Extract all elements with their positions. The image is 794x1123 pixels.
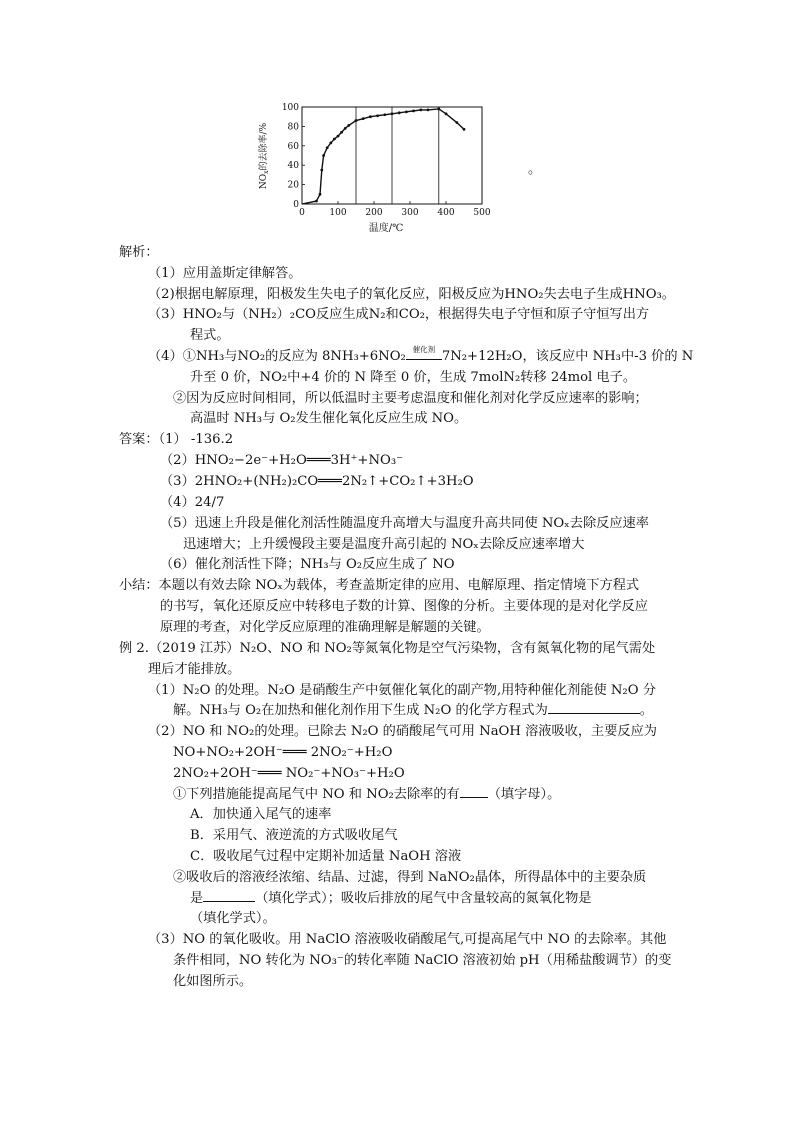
question-1-end: （填字母）。	[487, 787, 561, 802]
option-c: C．吸收尾气过程中定期补加适量 NaOH 溶液	[190, 849, 462, 864]
x-tick-label: 200	[365, 208, 383, 218]
answer-4: （4）24/7	[160, 495, 225, 510]
part-1b-end: 。	[639, 703, 653, 718]
question-2a: ②吸收后的溶液经浓缩、结晶、过滤，得到 NaNO₂晶体，所得晶体中的主要杂质	[173, 870, 647, 885]
y-tick-label: 0	[293, 200, 299, 210]
answer-3: （3）2HNO₂+(NH₂)₂CO═══2N₂↑+CO₂↑+3H₂O	[160, 474, 474, 489]
analysis-line-3b: 程式。	[190, 328, 230, 343]
data-point	[355, 119, 358, 122]
data-point	[463, 128, 466, 131]
catalyst-arrow	[406, 347, 442, 367]
x-tick-label: 300	[401, 208, 419, 218]
part-1b-text: 解。NH₃与 O₂在加热和催化剂作用下生成 N₂O 的化学方程式为	[173, 703, 548, 718]
data-point	[405, 110, 408, 113]
part-1a: （1）N₂O 的处理。N₂O 是硝酸生产中氨催化氧化的副产物,用特种催化剂能使 N₂O 分	[148, 683, 656, 698]
y-tick-label: 20	[287, 180, 299, 191]
data-point	[455, 121, 458, 124]
data-point	[419, 109, 422, 112]
data-point	[315, 200, 318, 203]
y-axis-label	[258, 122, 270, 189]
catalyst-label: 催化剂	[412, 345, 436, 354]
y-tick-label: 40	[287, 161, 299, 172]
y-axis-label-rest: 的去除率/%	[259, 122, 269, 171]
answer-5a: （5）迅速上升段是催化剂活性随温度升高增大与温度升高共同使 NOₓ去除反应速率	[160, 516, 649, 531]
data-point	[391, 112, 394, 115]
data-point	[376, 114, 379, 117]
answer-5b: 迅速增大；上升缓慢段主要是温度升高引起的 NOₓ去除反应速率增大	[183, 537, 585, 552]
data-point	[322, 154, 325, 157]
data-point	[383, 113, 386, 116]
example-line-2: 理后才能排放。	[148, 662, 241, 677]
removal-rate-chart	[258, 100, 498, 235]
answer-2: （2）HNO₂−2e⁻+H₂O═══3H⁺+NO₃⁻	[160, 453, 404, 468]
data-point	[326, 146, 329, 149]
data-point	[362, 117, 365, 120]
option-b: B．采用气、液逆流的方式吸收尾气	[190, 828, 398, 843]
analysis-title: 解析：	[119, 245, 159, 260]
data-point	[369, 115, 372, 118]
data-point	[412, 109, 415, 112]
answer-1: 答案：（1） -136.2	[119, 432, 234, 447]
answer-blank-3[interactable]	[203, 889, 255, 902]
analysis-line-1: （1）应用盖斯定律解答。	[148, 266, 302, 281]
series-line	[302, 109, 464, 204]
summary-3: 原理的考查，对化学反应原理的准确理解是解题的关键。	[160, 620, 490, 635]
chart-svg	[258, 100, 498, 235]
analysis-line-3a: （3）HNO₂与（NH₂）₂CO反应生成N₂和CO₂，根据得失电子守恒和原子守恒写出方	[148, 307, 650, 322]
analysis-line-5b: 高温时 NH₃与 O₂发生催化氧化反应生成 NO。	[190, 411, 468, 426]
data-point	[329, 141, 332, 144]
y-tick-label: 80	[287, 122, 299, 133]
equation-1: NO+NO₂+2OH⁻═══ 2NO₂⁻+H₂O	[173, 745, 393, 760]
analysis-line-4b: 升至 0 价，NO₂中+4 价的 N 降至 0 价，生成 7molN₂转移 24mol 电子。	[190, 370, 637, 385]
question-1	[173, 785, 560, 805]
analysis-line-5a: ②因为反应时间相同，所以低温时主要考虑温度和催化剂对化学反应速率的影响；	[173, 391, 648, 406]
y-axis-label-sub: x	[263, 170, 270, 174]
data-point	[347, 124, 350, 127]
data-point	[427, 109, 430, 112]
x-tick-label: 100	[329, 208, 347, 218]
answer-blank-1[interactable]	[548, 701, 640, 714]
question-2b-post: （填化学式）；吸收后排放的尾气中含量较高的氮氧化物是	[255, 891, 592, 906]
data-point	[337, 135, 340, 138]
question-1-text: ①下列措施能提高尾气中 NO 和 NO₂去除率的有	[173, 787, 460, 802]
x-tick-label: 500	[473, 208, 491, 218]
part-3b: 条件相同，NO 转化为 NO₃⁻的转化率随 NaClO 溶液初始 pH（用稀盐酸调节）的变	[173, 953, 672, 968]
data-point	[398, 111, 401, 114]
equation-2: 2NO₂+2OH⁻═══ NO₂⁻+NO₃⁻+H₂O	[173, 766, 405, 781]
part-1b	[173, 701, 653, 721]
question-2b-pre: 是	[190, 891, 204, 906]
question-2b	[190, 889, 591, 909]
question-2c: （填化学式）。	[190, 911, 276, 926]
y-tick-label: 100	[281, 103, 299, 113]
x-tick-label: 400	[437, 208, 455, 218]
data-point	[320, 169, 323, 172]
summary-1: 小结：本题以有效去除 NOₓ为载体，考查盖斯定律的应用、电解原理、指定情境下方程式	[119, 578, 640, 593]
analysis-line-4a	[148, 347, 693, 367]
analysis-line-2: （2)根据电解原理，阳极发生失电子的氧化反应，阳极反应为HNO₂失去电子生成HNO₃。	[148, 287, 675, 302]
analysis-l4-pre: （4）①NH₃与NO₂的反应为 8NH₃+6NO₂	[148, 349, 406, 364]
data-point	[340, 131, 343, 134]
part-3a: （3）NO 的氧化吸收。用 NaClO 溶液吸收硝酸尾气,可提高尾气中 NO 的去除率。其他	[148, 932, 667, 947]
data-point	[319, 193, 322, 196]
answer-6: （6）催化剂活性下降；NH₃与 O₂反应生成了 NO	[160, 557, 455, 572]
y-tick-label: 60	[287, 141, 299, 152]
example-line-1: 例 2.（2019 江苏）N₂O、NO 和 NO₂等氮氧化物是空气污染物，含有氮氧化物的尾气需处	[119, 641, 656, 656]
chart-trailing-mark: 。	[528, 162, 542, 177]
data-point	[437, 108, 440, 111]
answer-blank-2[interactable]	[460, 785, 488, 798]
x-axis-label: 温度/℃	[368, 223, 404, 234]
x-tick-label: 0	[299, 208, 305, 218]
analysis-l4-post: 7N₂+12H₂O，该反应中 NH₃中-3 价的 N	[441, 349, 694, 364]
option-a: A．加快通入尾气的速率	[190, 807, 332, 822]
data-point	[344, 127, 347, 130]
y-axis-label-main: NO	[259, 173, 269, 190]
data-point	[445, 112, 448, 115]
part-3c: 化如图所示。	[173, 974, 253, 989]
part-2a: （2）NO 和 NO₂的处理。已除去 N₂O 的硝酸尾气可用 NaOH 溶液吸收，主要反应为	[148, 724, 657, 739]
data-point	[333, 138, 336, 141]
summary-2: 的书写，氧化还原反应中转移电子数的计算、图像的分析。主要体现的是对化学反应	[160, 599, 648, 614]
